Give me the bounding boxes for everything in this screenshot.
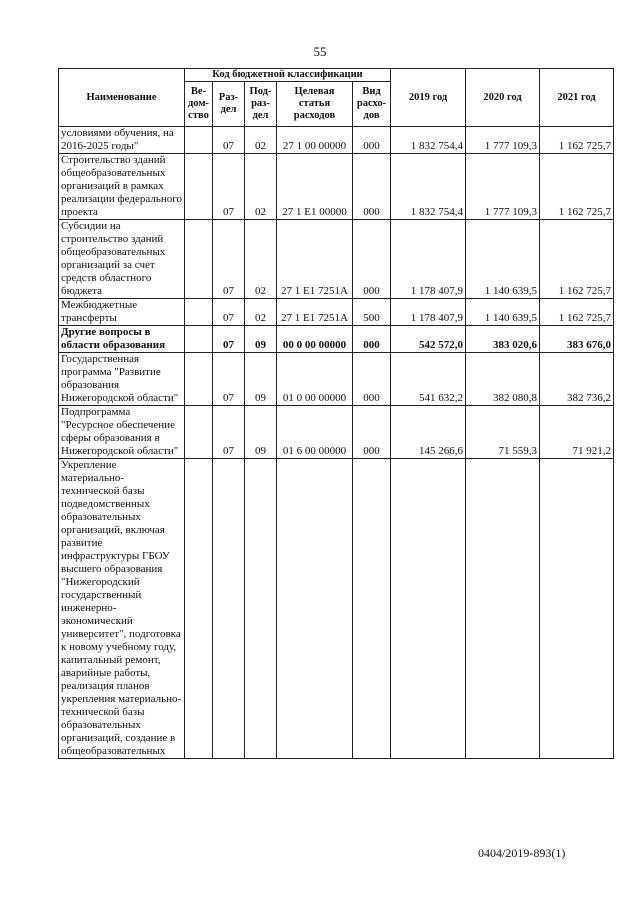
row-podrazdel: 09	[245, 406, 277, 459]
row-2021: 383 676,0	[540, 326, 614, 353]
table-row	[59, 459, 614, 759]
row-2019: 541 632,2	[391, 353, 466, 406]
row-target: 01 6 00 00000	[277, 406, 353, 459]
row-2019: 1 178 407,9	[391, 220, 466, 299]
row-podrazdel: 02	[245, 154, 277, 220]
row-vedomstvo	[185, 220, 213, 299]
table-row	[59, 127, 614, 154]
header-year-2020: 2020 год	[466, 69, 540, 127]
row-target: 00 0 00 00000	[277, 326, 353, 353]
row-razdel: 07	[213, 220, 245, 299]
row-2020: 1 140 639,5	[466, 220, 540, 299]
row-2020: 1 777 109,3	[466, 154, 540, 220]
row-target: 27 1 00 00000	[277, 127, 353, 154]
row-2019: 542 572,0	[391, 326, 466, 353]
header-name: Наименование	[59, 69, 185, 127]
row-razdel	[213, 459, 245, 759]
row-vid: 500	[353, 299, 391, 326]
row-name: Укрепление материально-технической базы подведомственных образовательных организаций, включая развитие инфраструктуры ГБОУ высшего образования "Нижегородский государственный инженерно-экономический университет", подготовка к новому учебному году, капитальный ремонт, аварийные работы, реализация планов укрепления материально-технической базы образовательных организаций, создание в общеобразовательных	[59, 459, 185, 759]
row-name: Государственная программа "Развитие образования Нижегородской области"	[59, 353, 185, 406]
header-podrazdel: Под- раз- дел	[245, 82, 277, 127]
table-row	[59, 299, 614, 326]
row-vid: 000	[353, 353, 391, 406]
row-2019: 145 266,6	[391, 406, 466, 459]
row-vid	[353, 459, 391, 759]
row-2021	[540, 459, 614, 759]
row-razdel: 07	[213, 127, 245, 154]
header-budget-classification: Код бюджетной классификации	[185, 69, 391, 82]
row-target: 27 1 E1 7251A	[277, 220, 353, 299]
row-vid: 000	[353, 406, 391, 459]
row-2020: 71 559,3	[466, 406, 540, 459]
row-vid: 000	[353, 326, 391, 353]
header-expense-type: Вид расхо- дов	[353, 82, 391, 127]
row-vedomstvo	[185, 353, 213, 406]
row-razdel: 07	[213, 326, 245, 353]
header-vedomstvo: Ве- дом- ство	[185, 82, 213, 127]
row-name: условиями обучения, на 2016-2025 годы"	[59, 127, 185, 154]
row-2020: 1 777 109,3	[466, 127, 540, 154]
row-2021: 1 162 725,7	[540, 220, 614, 299]
row-podrazdel: 09	[245, 353, 277, 406]
row-podrazdel: 02	[245, 127, 277, 154]
row-vedomstvo	[185, 326, 213, 353]
row-podrazdel: 02	[245, 220, 277, 299]
row-vedomstvo	[185, 127, 213, 154]
row-razdel: 07	[213, 154, 245, 220]
row-2021: 1 162 725,7	[540, 299, 614, 326]
row-name: Субсидии на строительство зданий общеобразовательных организаций за счет средств областного бюджета	[59, 220, 185, 299]
row-2019	[391, 459, 466, 759]
header-year-2021: 2021 год	[540, 69, 614, 127]
row-2020: 383 020,6	[466, 326, 540, 353]
row-vedomstvo	[185, 459, 213, 759]
row-2020	[466, 459, 540, 759]
row-2021: 382 736,2	[540, 353, 614, 406]
row-vid: 000	[353, 220, 391, 299]
row-2020: 1 140 639,5	[466, 299, 540, 326]
row-2019: 1 178 407,9	[391, 299, 466, 326]
row-vedomstvo	[185, 154, 213, 220]
row-podrazdel: 02	[245, 299, 277, 326]
row-vedomstvo	[185, 406, 213, 459]
row-razdel: 07	[213, 299, 245, 326]
row-name: Подпрограмма "Ресурсное обеспечение сферы образования в Нижегородской области"	[59, 406, 185, 459]
row-razdel: 07	[213, 353, 245, 406]
row-razdel: 07	[213, 406, 245, 459]
row-name: Другие вопросы в области образования	[59, 326, 185, 353]
header-target-article: Целевая статья расходов	[277, 82, 353, 127]
table-row	[59, 220, 614, 299]
row-vedomstvo	[185, 299, 213, 326]
row-2019: 1 832 754,4	[391, 127, 466, 154]
header-year-2019: 2019 год	[391, 69, 466, 127]
table-row	[59, 406, 614, 459]
row-2019: 1 832 754,4	[391, 154, 466, 220]
row-2021: 1 162 725,7	[540, 154, 614, 220]
row-name: Строительство зданий общеобразовательных организаций в рамках реализации федерального проекта	[59, 154, 185, 220]
row-vid: 000	[353, 127, 391, 154]
row-2021: 71 921,2	[540, 406, 614, 459]
row-target: 01 0 00 00000	[277, 353, 353, 406]
row-podrazdel: 09	[245, 326, 277, 353]
header-razdel: Раз- дел	[213, 82, 245, 127]
row-target	[277, 459, 353, 759]
row-2021: 1 162 725,7	[540, 127, 614, 154]
budget-table	[58, 68, 614, 759]
table-row	[59, 326, 614, 353]
row-podrazdel	[245, 459, 277, 759]
row-target: 27 1 E1 00000	[277, 154, 353, 220]
table-row	[59, 154, 614, 220]
row-target: 27 1 E1 7251A	[277, 299, 353, 326]
document-code: 0404/2019-893(1)	[478, 846, 566, 860]
row-name: Межбюджетные трансферты	[59, 299, 185, 326]
table-row	[59, 353, 614, 406]
row-vid: 000	[353, 154, 391, 220]
page-number: 55	[313, 44, 327, 59]
row-2020: 382 080,8	[466, 353, 540, 406]
